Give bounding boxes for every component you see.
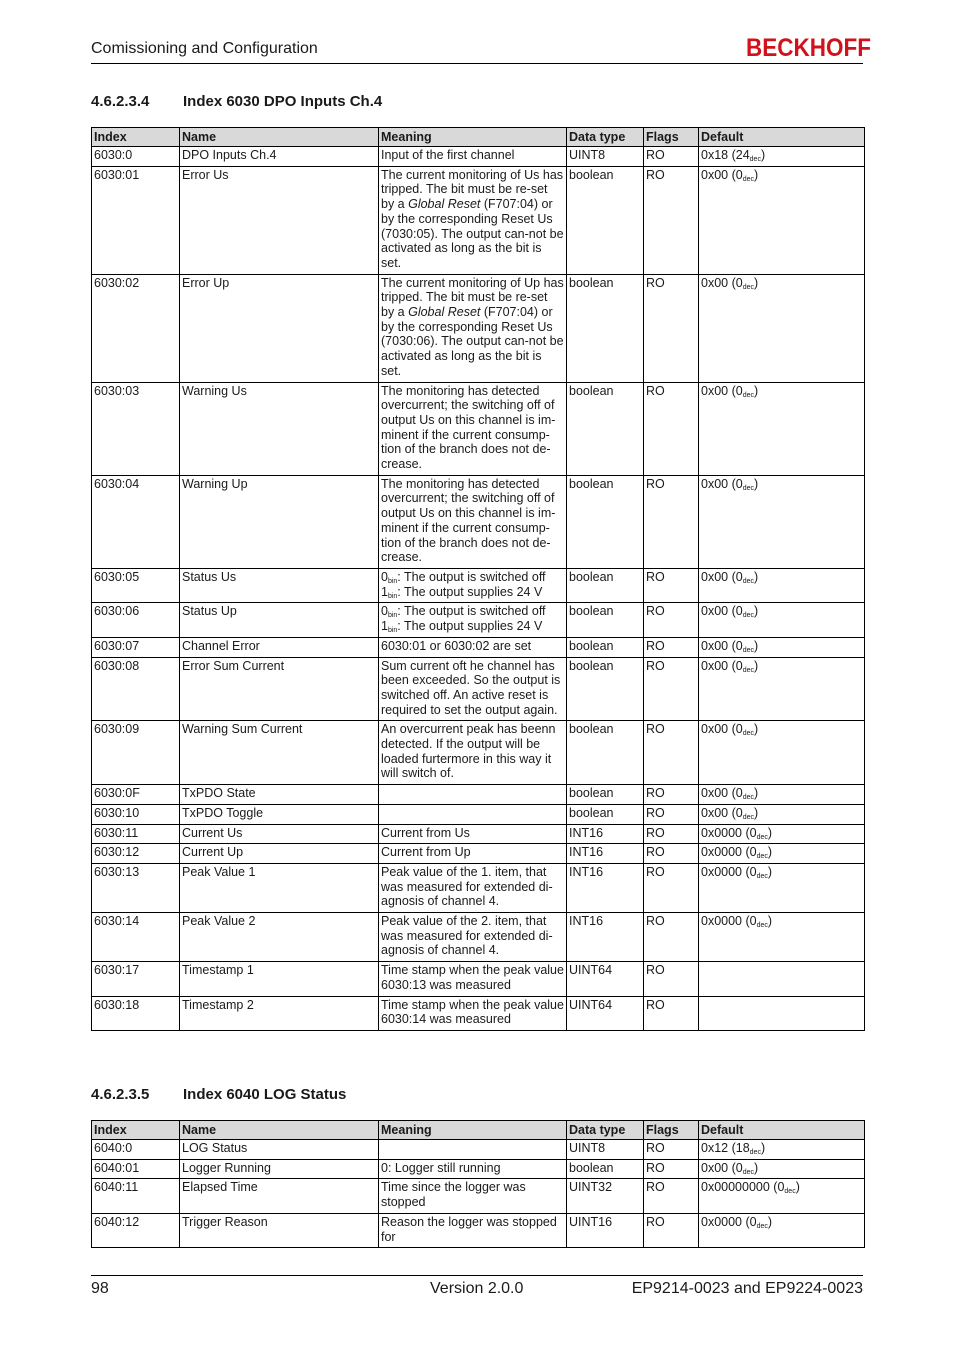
default-close: ) (754, 604, 759, 619)
meaning-cell: Input of the first channel (379, 147, 567, 167)
table-row (92, 804, 865, 824)
flags-cell: RO (644, 166, 699, 274)
flags-cell: RO (644, 147, 699, 167)
flags-cell: RO (644, 274, 699, 382)
name-cell: Trigger Reason (180, 1213, 379, 1247)
table-header-row (92, 1121, 865, 1140)
table-row (92, 147, 865, 167)
table-row (92, 996, 865, 1030)
table-row (92, 824, 865, 844)
default-unit: dec (756, 853, 768, 861)
data-type-cell: INT16 (567, 863, 644, 912)
data-type-cell: UINT8 (567, 1140, 644, 1160)
section-heading-6040 (91, 1086, 346, 1103)
index-cell: 6030:18 (92, 996, 180, 1030)
section-heading-6030 (91, 93, 382, 110)
name-cell: Peak Value 1 (180, 863, 379, 912)
flags-cell: RO (644, 863, 699, 912)
table-row (92, 1140, 865, 1160)
default-value: 0x00 (0 (701, 569, 743, 584)
default-unit: dec (784, 1188, 796, 1196)
table-row (92, 603, 865, 637)
name-cell: Current Us (180, 824, 379, 844)
index-cell: 6030:13 (92, 863, 180, 912)
default-unit: dec (742, 666, 754, 674)
default-close: ) (754, 1160, 759, 1175)
index-cell: 6040:11 (92, 1179, 180, 1213)
default-unit: dec (742, 391, 754, 399)
meaning-cell: 0: Logger still running (379, 1159, 567, 1179)
data-type-cell: boolean (567, 166, 644, 274)
meaning-cell: Current from Us (379, 824, 567, 844)
default-value: 0x00 (0 (701, 383, 743, 398)
name-cell: Timestamp 1 (180, 962, 379, 996)
default-value: 0x00 (0 (701, 805, 743, 820)
name-cell: Warning Us (180, 382, 379, 475)
default-value: 0x00 (0 (701, 638, 743, 653)
meaning-cell: Peak value of the 2. item, that was measured for extended di-agnosis of channel 4. (379, 913, 567, 962)
meaning-cell: Time stamp when the peak value 6030:13 was measured (379, 962, 567, 996)
default-cell (699, 962, 865, 996)
default-close: ) (767, 1214, 773, 1229)
meaning-cell: The current monitoring of Us has tripped. The bit must be re-set by a Global Reset (F707:04) or by the corresponding Reset Us (7030:05). The output can-not be activated as long as the bit is set. (379, 166, 567, 274)
default-cell (699, 568, 865, 602)
flags-cell: RO (644, 1213, 699, 1247)
meaning-cell: The monitoring has detected overcurrent; the switching off of output Us on this channel is im-minent if the current consump-tion of the branch does not de-crease. (379, 382, 567, 475)
data-type-cell: UINT64 (567, 996, 644, 1030)
table-row (92, 962, 865, 996)
table-row (92, 166, 865, 274)
flags-cell: RO (644, 844, 699, 864)
name-cell: Status Up (180, 603, 379, 637)
meaning-cell: An overcurrent peak has beenn detected. If the output will be loaded furtermore in this way it will switch of. (379, 721, 567, 785)
name-cell: Channel Error (180, 637, 379, 657)
default-cell (699, 603, 865, 637)
name-cell: LOG Status (180, 1140, 379, 1160)
data-type-cell: boolean (567, 475, 644, 568)
flags-cell: RO (644, 1179, 699, 1213)
default-cell (699, 844, 865, 864)
default-cell (699, 475, 865, 568)
data-type-cell: boolean (567, 657, 644, 721)
default-close: ) (760, 148, 766, 162)
name-cell: Peak Value 2 (180, 913, 379, 962)
name-cell: Warning Sum Current (180, 721, 379, 785)
index-cell: 6030:02 (92, 274, 180, 382)
index-cell: 6030:11 (92, 824, 180, 844)
page-number: 98 (91, 1280, 109, 1297)
index-cell: 6030:10 (92, 804, 180, 824)
table-row (92, 844, 865, 864)
index-cell: 6030:12 (92, 844, 180, 864)
footer-divider (91, 1275, 863, 1276)
object-table-6040 (91, 1120, 865, 1248)
column-header: Index (92, 1121, 180, 1140)
meaning-cell (379, 785, 567, 805)
flags-cell: RO (644, 1159, 699, 1179)
meaning-cell (379, 1140, 567, 1160)
default-value: 0x00 (0 (701, 786, 743, 801)
index-cell: 6040:01 (92, 1159, 180, 1179)
name-cell: Error Us (180, 166, 379, 274)
object-table-6030 (91, 127, 865, 1031)
name-cell: Timestamp 2 (180, 996, 379, 1030)
default-cell (699, 913, 865, 962)
column-header: Meaning (379, 128, 567, 147)
section-number: 4.6.2.3.5 (91, 1086, 150, 1103)
index-cell: 6030:08 (92, 657, 180, 721)
table-row (92, 1179, 865, 1213)
default-value: 0x00 (0 (701, 476, 743, 491)
default-cell (699, 824, 865, 844)
data-type-cell: UINT16 (567, 1213, 644, 1247)
meaning-cell: $0_{bin}$: The output is switched off $1_{bin}$: The output supplies 24 V (379, 568, 567, 602)
section-number: 4.6.2.3.4 (91, 93, 150, 110)
index-cell: 6030:05 (92, 568, 180, 602)
product-names: EP9214-0023 and EP9224-0023 (631, 1280, 863, 1297)
default-value: 0x0000 (0 (701, 864, 757, 879)
data-type-cell: UINT8 (567, 147, 644, 167)
column-header: Default (699, 128, 865, 147)
index-cell: 6030:09 (92, 721, 180, 785)
default-value: 0x00 (0 (701, 604, 743, 619)
default-value: 0x00 (0 (701, 275, 743, 290)
default-unit: dec (742, 646, 754, 654)
default-close: ) (760, 1141, 766, 1155)
meaning-cell: The monitoring has detected overcurrent; the switching off of output Us on this channel is im-minent if the current consump-tion of the branch does not de-crease. (379, 475, 567, 568)
document-version: Version 2.0.0 (430, 1280, 524, 1297)
column-header: Data type (567, 128, 644, 147)
default-cell (699, 996, 865, 1030)
flags-cell: RO (644, 657, 699, 721)
index-cell: 6030:14 (92, 913, 180, 962)
column-header: Name (180, 1121, 379, 1140)
default-value: 0x00 (0 (701, 167, 743, 182)
default-cell (699, 657, 865, 721)
header-divider (91, 63, 863, 64)
meaning-cell: $0_{bin}$: The output is switched off $1_{bin}$: The output supplies 24 V (379, 603, 567, 637)
data-type-cell: boolean (567, 274, 644, 382)
default-close: ) (754, 722, 759, 737)
default-cell (699, 863, 865, 912)
flags-cell: RO (644, 824, 699, 844)
meaning-cell: Sum current oft he channel has been exceeded. So the output is switched off. An active reset is required to set the output again. (379, 657, 567, 721)
default-cell (699, 1159, 865, 1179)
name-cell: TxPDO State (180, 785, 379, 805)
default-value: 0x12 (18 (701, 1141, 750, 1155)
section-title: Index 6040 LOG Status (183, 1086, 347, 1103)
default-value: 0x00000000 (0 (701, 1180, 785, 1195)
default-unit: dec (742, 175, 754, 183)
meaning-cell (379, 804, 567, 824)
flags-cell: RO (644, 962, 699, 996)
default-cell (699, 1179, 865, 1213)
name-cell: DPO Inputs Ch.4 (180, 147, 379, 167)
table-row (92, 913, 865, 962)
default-close: ) (754, 167, 759, 182)
beckhoff-logo: BECKHOFF (746, 34, 872, 62)
default-unit: dec (756, 922, 768, 930)
default-unit: dec (742, 794, 754, 802)
default-cell (699, 804, 865, 824)
table-row (92, 657, 865, 721)
name-cell: Status Us (180, 568, 379, 602)
default-cell (699, 1140, 865, 1160)
default-close: ) (754, 638, 759, 653)
default-value: 0x0000 (0 (701, 914, 757, 929)
default-unit: dec (742, 730, 754, 738)
data-type-cell: INT16 (567, 844, 644, 864)
default-unit: dec (742, 813, 754, 821)
default-unit: dec (742, 1168, 754, 1176)
default-cell (699, 382, 865, 475)
default-value: 0x0000 (0 (701, 1214, 757, 1229)
default-close: ) (754, 569, 759, 584)
data-type-cell: UINT64 (567, 962, 644, 996)
index-cell: 6040:0 (92, 1140, 180, 1160)
flags-cell: RO (644, 721, 699, 785)
default-cell (699, 166, 865, 274)
name-cell: Warning Up (180, 475, 379, 568)
flags-cell: RO (644, 568, 699, 602)
default-cell (699, 274, 865, 382)
table-row (92, 568, 865, 602)
meaning-cell: Time stamp when the peak value 6030:14 was measured (379, 996, 567, 1030)
data-type-cell: boolean (567, 1159, 644, 1179)
default-close: ) (754, 658, 759, 673)
table-row (92, 863, 865, 912)
flags-cell: RO (644, 996, 699, 1030)
name-cell: Logger Running (180, 1159, 379, 1179)
default-unit: dec (749, 1149, 761, 1156)
flags-cell: RO (644, 603, 699, 637)
default-value: 0x18 (24 (701, 148, 750, 162)
default-cell (699, 637, 865, 657)
table-row (92, 637, 865, 657)
column-header: Data type (567, 1121, 644, 1140)
flags-cell: RO (644, 913, 699, 962)
default-close: ) (754, 805, 759, 820)
default-cell (699, 785, 865, 805)
table-header-row (92, 128, 865, 147)
default-close: ) (754, 275, 759, 290)
name-cell: Current Up (180, 844, 379, 864)
name-cell: TxPDO Toggle (180, 804, 379, 824)
default-unit: dec (742, 612, 754, 620)
default-value: 0x00 (0 (701, 722, 743, 737)
index-cell: 6030:03 (92, 382, 180, 475)
table-row (92, 274, 865, 382)
default-unit: dec (742, 283, 754, 291)
data-type-cell: INT16 (567, 824, 644, 844)
default-close: ) (767, 825, 773, 840)
default-close: ) (754, 786, 759, 801)
data-type-cell: boolean (567, 568, 644, 602)
data-type-cell: boolean (567, 721, 644, 785)
index-cell: 6040:12 (92, 1213, 180, 1247)
default-close: ) (767, 914, 773, 929)
table-row (92, 1213, 865, 1247)
default-close: ) (754, 383, 759, 398)
column-header: Flags (644, 128, 699, 147)
default-close: ) (767, 864, 773, 879)
flags-cell: RO (644, 804, 699, 824)
table-row (92, 382, 865, 475)
default-close: ) (767, 845, 773, 860)
data-type-cell: boolean (567, 804, 644, 824)
default-close: ) (754, 476, 759, 491)
data-type-cell: UINT32 (567, 1179, 644, 1213)
table-row (92, 1159, 865, 1179)
column-header: Default (699, 1121, 865, 1140)
default-unit: dec (742, 484, 754, 492)
index-cell: 6030:01 (92, 166, 180, 274)
default-cell (699, 1213, 865, 1247)
page-header-title: Comissioning and Configuration (91, 40, 318, 57)
meaning-cell: Peak value of the 1. item, that was measured for extended di-agnosis of channel 4. (379, 863, 567, 912)
name-cell: Error Sum Current (180, 657, 379, 721)
flags-cell: RO (644, 1140, 699, 1160)
table-row (92, 721, 865, 785)
meaning-cell: 6030:01 or 6030:02 are set (379, 637, 567, 657)
table-row (92, 475, 865, 568)
column-header: Index (92, 128, 180, 147)
data-type-cell: boolean (567, 382, 644, 475)
meaning-cell: The current monitoring of Up has tripped. The bit must be re-set by a Global Reset (F707:04) or by the corresponding Reset Us (7030:06). The output can-not be activated as long as the bit is set. (379, 274, 567, 382)
default-cell (699, 147, 865, 167)
section-title: Index 6030 DPO Inputs Ch.4 (183, 93, 383, 110)
default-value: 0x00 (0 (701, 658, 743, 673)
column-header: Flags (644, 1121, 699, 1140)
default-value: 0x00 (0 (701, 1160, 743, 1175)
column-header: Name (180, 128, 379, 147)
flags-cell: RO (644, 637, 699, 657)
data-type-cell: INT16 (567, 913, 644, 962)
data-type-cell: boolean (567, 637, 644, 657)
table-row (92, 785, 865, 805)
index-cell: 6030:06 (92, 603, 180, 637)
column-header: Meaning (379, 1121, 567, 1140)
meaning-cell: Reason the logger was stopped for (379, 1213, 567, 1247)
index-cell: 6030:0F (92, 785, 180, 805)
default-unit: dec (742, 577, 754, 585)
meaning-cell: Current from Up (379, 844, 567, 864)
default-value: 0x0000 (0 (701, 825, 757, 840)
index-cell: 6030:07 (92, 637, 180, 657)
index-cell: 6030:17 (92, 962, 180, 996)
flags-cell: RO (644, 475, 699, 568)
data-type-cell: boolean (567, 785, 644, 805)
index-cell: 6030:04 (92, 475, 180, 568)
meaning-cell: Time since the logger was stopped (379, 1179, 567, 1213)
default-unit: dec (749, 156, 761, 163)
default-cell (699, 721, 865, 785)
default-unit: dec (756, 1222, 768, 1230)
default-value: 0x0000 (0 (701, 845, 757, 860)
index-cell: 6030:0 (92, 147, 180, 167)
default-close: ) (795, 1180, 800, 1195)
name-cell: Elapsed Time (180, 1179, 379, 1213)
data-type-cell: boolean (567, 603, 644, 637)
name-cell: Error Up (180, 274, 379, 382)
default-unit: dec (756, 833, 768, 841)
default-unit: dec (756, 872, 768, 880)
flags-cell: RO (644, 382, 699, 475)
flags-cell: RO (644, 785, 699, 805)
